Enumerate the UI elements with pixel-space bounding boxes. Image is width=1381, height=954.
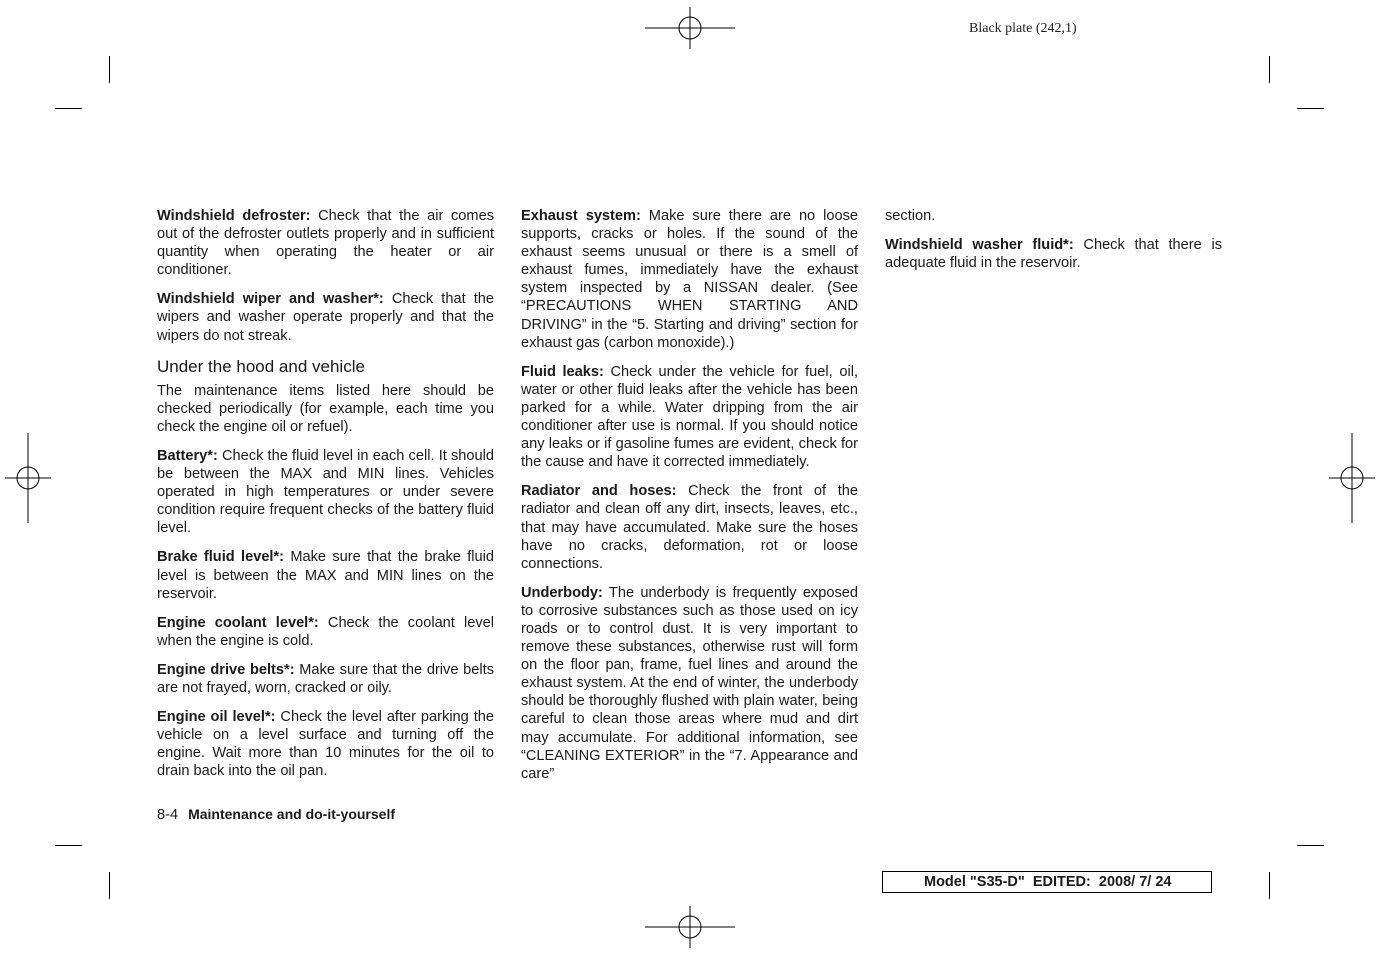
item-title: Engine coolant level*: [157,614,319,631]
item-text: Make sure there are no loose supports, cracks or holes. If the sound of the exhaust seems unusual or there is a smell of exhaust fumes, immediately have the exhaust system inspected by a NISSAN dealer. (See “PRECAUTIONS WHEN STARTING AND DRIVING” in the “5. Starting and driving” section for exhaust gas (carbon monoxide).) [521,208,858,351]
paragraph-radiator-hoses [521,482,858,572]
item-text: Check that the air comes out of the defroster outlets properly and in sufficient quantity when operating the heater or air conditioner. [157,208,494,279]
paragraph-brake-fluid [157,548,494,602]
section-title: Maintenance and do-it-yourself [188,806,396,822]
registration-mark-left [5,433,51,523]
section-intro: The maintenance items listed here should be checked periodically (for example, each time you check the engine oil or refuel). [157,382,494,435]
item-text: The underbody is frequently exposed to corrosive substances such as those used on icy roads or to control dust. It is very important to remove these substances, otherwise rust will form on the floor pan, frame, fuel lines and around the exhaust system. At the end of winter, the underbody should be thoroughly flushed with plain water, being careful to clean those areas where mud and dirt may accumulate. For additional information, see “CLEANING EXTERIOR” in the “7. Appearance and care” [521,584,858,782]
item-title: Exhaust system: [521,208,641,224]
crop-mark [109,872,110,899]
paragraph-battery [157,447,494,537]
item-text: Check that the wipers and washer operate properly and that the wipers do not streak. [157,291,494,344]
paragraph-washer-fluid [885,236,1222,272]
page-number: 8-4 [157,807,179,823]
paragraph-windshield-defroster [157,207,494,279]
page-footer [157,806,395,823]
item-text: Check the fluid level in each cell. It should be between the MAX and MIN lines. Vehicles operated in high temperatures or under severe condition require frequent checks of the battery fluid level. [157,447,494,537]
registration-mark-bottom [645,906,735,948]
item-title: Radiator and hoses: [521,483,677,500]
crop-mark [1269,56,1270,83]
registration-mark-right [1329,433,1375,523]
column-1 [157,207,494,791]
paragraph-fluid-leaks [521,363,858,472]
item-title: Engine oil level*: [157,709,276,726]
paragraph-engine-oil [157,708,494,780]
item-text: Check under the vehicle for fuel, oil, water or other fluid leaks after the vehicle has been parked for a while. Water dripping from the air conditioner after use is normal. If you should notice any leaks or if gasoline fumes are evident, check for the cause and have it corrected immediately. [521,363,858,471]
section-heading: Under the hood and vehicle [157,356,365,376]
item-text: Check the level after parking the vehicle on a level surface and turning off the engine. Wait more than 10 minutes for the oil to drain back into the oil pan. [157,709,494,780]
paragraph-underbody [521,584,858,783]
crop-mark [55,108,82,109]
item-text: Check the front of the radiator and clean off any dirt, insects, leaves, etc., that may have accumulated. Make sure the hoses have no cracks, deformation, rot or loose connections. [521,483,858,572]
registration-mark-top [645,7,735,49]
item-text: Check that there is adequate fluid in the reservoir. [885,237,1222,272]
paragraph-wiper-washer [157,290,494,344]
model-edited-box: Model "S35-D" EDITED: 2008/ 7/ 24 [882,871,1212,893]
item-title: Engine drive belts*: [157,661,295,678]
crop-mark [109,56,110,83]
continued-text: section. [885,208,936,224]
crop-mark [55,845,82,846]
item-text: Make sure that the drive belts are not frayed, worn, cracked or oily. [157,661,494,696]
item-text: Check the coolant level when the engine is cold. [157,614,494,649]
item-title: Brake fluid level*: [157,549,285,566]
column-3 [885,207,1222,283]
column-2 [521,207,858,794]
paragraph-exhaust-system [521,207,858,352]
crop-mark [1297,108,1324,109]
crop-mark [1269,872,1270,899]
plate-label: Black plate (242,1) [969,21,1077,36]
item-title: Fluid leaks: [521,363,604,380]
item-text: Make sure that the brake fluid level is between the MAX and MIN lines on the reservoir. [157,549,494,602]
item-title: Windshield defroster: [157,208,311,224]
item-title: Windshield washer fluid*: [885,237,1074,254]
item-title: Windshield wiper and washer*: [157,291,384,308]
paragraph-engine-coolant [157,614,494,650]
item-title: Battery*: [157,447,218,464]
crop-mark [1297,845,1324,846]
item-title: Underbody: [521,584,603,601]
paragraph-drive-belts [157,661,494,697]
